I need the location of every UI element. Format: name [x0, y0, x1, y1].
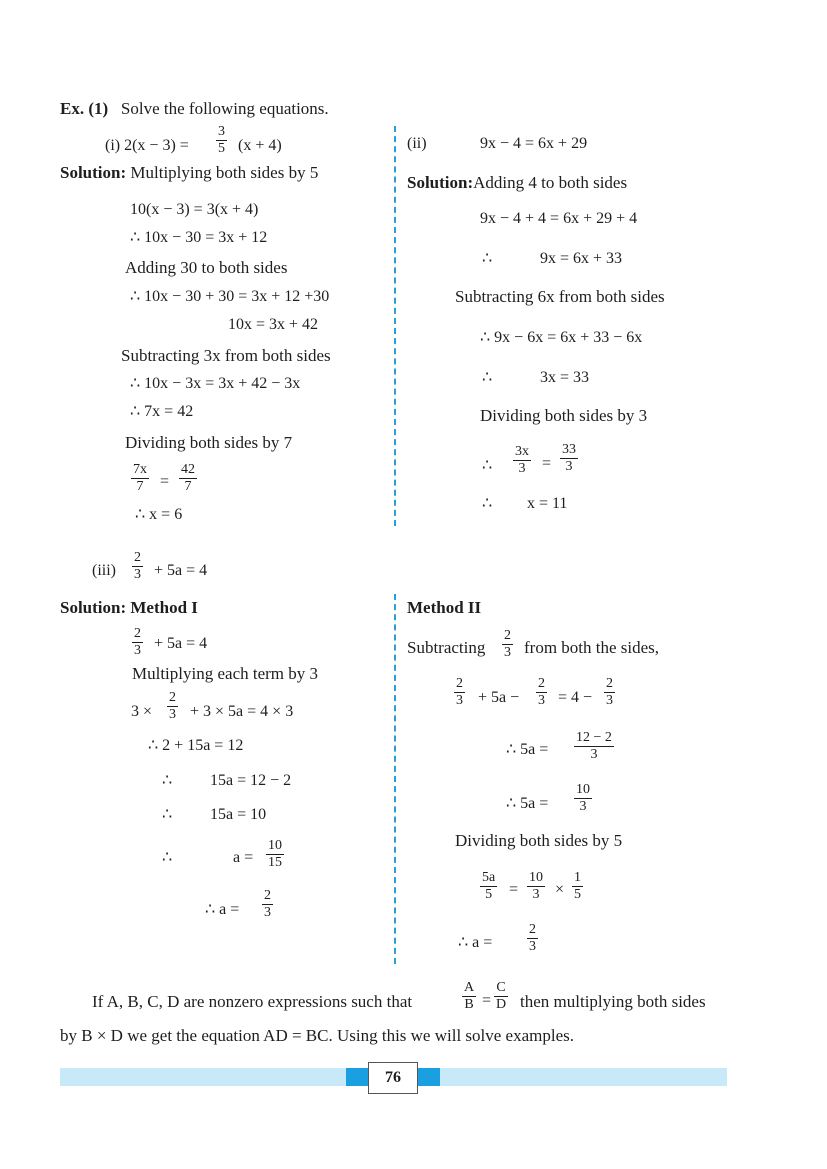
exercise-heading [60, 99, 329, 119]
denominator: 3 [606, 693, 613, 708]
fraction [527, 870, 545, 903]
step-line: + 5a = 4 [154, 635, 208, 652]
numerator: 42 [181, 462, 195, 477]
step-text: Dividing both sides by 3 [480, 406, 648, 425]
denominator: 3 [134, 643, 141, 658]
equals-sign: = [482, 992, 492, 1009]
denominator: 3 [579, 799, 587, 814]
solution-label: Solution: [407, 173, 474, 192]
numerator: 3x [515, 444, 529, 459]
step-text: Dividing both sides by 7 [125, 433, 293, 452]
denominator: D [496, 997, 507, 1012]
fraction [527, 922, 538, 955]
column-divider-top [394, 126, 396, 526]
step-line: ∴ 10x − 3x = 3x + 42 − 3x [130, 375, 301, 392]
numerator: 2 [456, 676, 463, 691]
column-divider-bottom [394, 594, 396, 964]
therefore-symbol: ∴ [162, 849, 173, 866]
step-line: + 3 × 5a = 4 × 3 [190, 703, 294, 720]
method-ii-title: Method II [407, 598, 482, 617]
solution-i-line [60, 163, 318, 183]
denominator: B [464, 997, 474, 1012]
therefore-symbol: ∴ [162, 806, 173, 823]
step-line: x = 11 [527, 495, 568, 512]
numerator: 2 [134, 626, 141, 641]
step-line: ∴ 2 + 15a = 12 [148, 737, 244, 754]
denominator: 7 [184, 479, 192, 494]
step-line: ∴ x = 6 [135, 506, 183, 523]
fraction [604, 676, 615, 709]
solution-text: Multiplying both sides by 5 [130, 163, 319, 182]
ratio-a-b [462, 980, 476, 1013]
therefore-symbol: ∴ [482, 250, 493, 267]
therefore-symbol: ∴ [482, 457, 493, 474]
problem-iii-fraction [132, 550, 143, 583]
numerator: 33 [562, 442, 576, 457]
denominator: 5 [218, 141, 225, 156]
denominator: 3 [590, 747, 598, 762]
fraction [572, 870, 583, 903]
denominator: 3 [134, 567, 141, 582]
step-line: ∴ 9x − 6x = 6x + 33 − 6x [480, 329, 643, 346]
numerator: 2 [606, 676, 613, 691]
problem-i-fraction [216, 124, 227, 157]
ratio-c-d [494, 980, 508, 1013]
equals-sign: = [542, 455, 552, 472]
denominator: 15 [268, 855, 282, 870]
therefore-symbol: ∴ [482, 495, 493, 512]
step-text: Multiplying each term by 3 [132, 664, 319, 683]
step-line: ∴ 5a = [506, 741, 549, 758]
numerator: 2 [504, 628, 511, 643]
step-text: Dividing both sides by 5 [455, 831, 623, 850]
therefore-symbol: ∴ [162, 772, 173, 789]
numerator: 3 [218, 124, 225, 139]
step-line: 3 × [131, 703, 153, 720]
numerator: 1 [574, 870, 581, 885]
step-line: = 4 − [558, 689, 593, 706]
denominator: 3 [264, 905, 271, 920]
numerator: C [494, 980, 508, 997]
problem-i-left: (i) 2(x − 3) = [105, 137, 189, 154]
numerator: 10 [576, 782, 590, 797]
numerator: 2 [538, 676, 545, 691]
exercise-text: Solve the following equations. [120, 99, 329, 118]
step-text: from both the sides, [524, 638, 660, 657]
fraction [132, 626, 143, 659]
footer-tab-left [346, 1068, 370, 1086]
step-line: 9x = 6x + 33 [540, 250, 623, 267]
numerator: A [464, 980, 475, 995]
numerator: 2 [169, 690, 176, 705]
numerator: 12 − 2 [576, 730, 612, 745]
fraction [513, 444, 531, 477]
denominator: 5 [574, 887, 581, 902]
therefore-symbol: ∴ [482, 369, 493, 386]
step-line: 10(x − 3) = 3(x + 4) [130, 201, 259, 218]
step-line: 10x = 3x + 42 [228, 316, 319, 333]
denominator: 3 [529, 939, 536, 954]
fraction [574, 782, 592, 815]
problem-ii-label: (ii) [407, 135, 427, 152]
fraction [536, 676, 547, 709]
numerator: 10 [268, 838, 282, 853]
step-line: a = [233, 849, 254, 866]
step-line: ∴ a = [205, 901, 240, 918]
footer-tab-right [416, 1068, 440, 1086]
denominator: 3 [565, 459, 573, 474]
step-line: 3x = 33 [540, 369, 590, 386]
solution-ii-line [407, 173, 627, 193]
denominator: 3 [518, 461, 526, 476]
times-sign: × [555, 881, 565, 898]
numerator: 5a [482, 870, 496, 885]
denominator: 3 [504, 645, 511, 660]
step-text: Subtracting [407, 638, 486, 657]
denominator: 3 [169, 707, 176, 722]
problem-iii-rest: + 5a = 4 [154, 562, 208, 579]
step-line: ∴ a = [458, 934, 493, 951]
denominator: 7 [136, 479, 144, 494]
numerator: 10 [529, 870, 543, 885]
step-line: 15a = 12 − 2 [210, 772, 292, 789]
numerator: 7x [133, 462, 147, 477]
solution-text: Adding 4 to both sides [473, 173, 628, 192]
denominator: 5 [485, 887, 493, 902]
equals-sign: = [160, 473, 170, 490]
closing-text-a: If A, B, C, D are nonzero expressions such that [92, 992, 413, 1011]
fraction [131, 462, 149, 495]
fraction [266, 838, 284, 871]
fraction [454, 676, 465, 709]
fraction [262, 888, 273, 921]
step-text: Adding 30 to both sides [125, 258, 288, 277]
equals-sign: = [509, 881, 519, 898]
exercise-label: Ex. (1) [60, 99, 109, 118]
step-line: 9x − 4 + 4 = 6x + 29 + 4 [480, 210, 638, 227]
step-text: Subtracting 6x from both sides [455, 287, 665, 306]
step-line: ∴ 10x − 30 + 30 = 3x + 12 +30 [130, 288, 330, 305]
step-line: ∴ 5a = [506, 795, 549, 812]
method-i-title: Solution: Method I [60, 598, 198, 617]
fraction [560, 442, 578, 475]
fraction [179, 462, 197, 495]
step-line: 15a = 10 [210, 806, 267, 823]
fraction [502, 628, 513, 661]
denominator: 3 [538, 693, 545, 708]
closing-text-2: by B × D we get the equation AD = BC. Using this we will solve examples. [60, 1026, 575, 1045]
numerator: 2 [529, 922, 536, 937]
step-text: Subtracting 3x from both sides [121, 346, 331, 365]
solution-label: Solution: [60, 163, 127, 182]
numerator: 2 [134, 550, 141, 565]
fraction [574, 730, 614, 763]
problem-i-right: (x + 4) [238, 137, 282, 154]
denominator: 3 [456, 693, 463, 708]
problem-ii: 9x − 4 = 6x + 29 [480, 135, 588, 152]
denominator: 3 [532, 887, 540, 902]
fraction [480, 870, 497, 903]
fraction [167, 690, 178, 723]
step-line: ∴ 7x = 42 [130, 403, 194, 420]
page-number: 76 [368, 1062, 418, 1094]
step-line: + 5a − [478, 689, 520, 706]
problem-iii-label: (iii) [92, 562, 116, 579]
closing-text-b: then multiplying both sides [520, 992, 706, 1011]
step-line: ∴ 10x − 30 = 3x + 12 [130, 229, 268, 246]
numerator: 2 [264, 888, 271, 903]
